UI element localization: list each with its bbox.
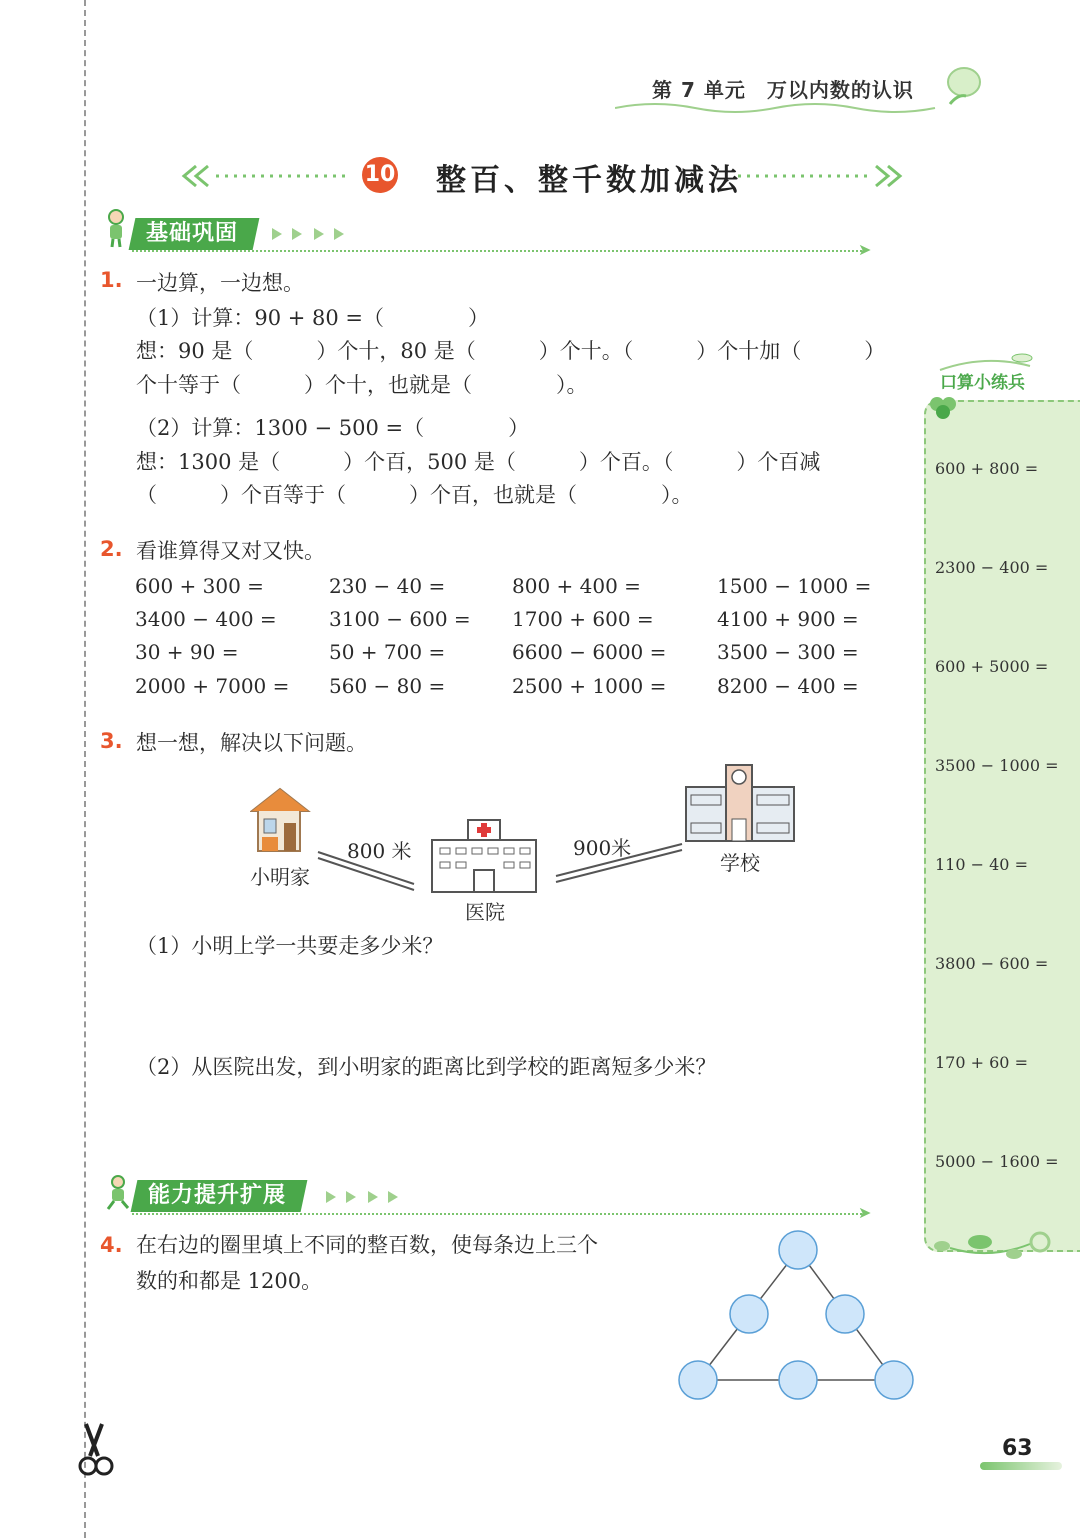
- question-number: 4.: [100, 1233, 123, 1257]
- section-title-advanced: 能力提升扩展: [131, 1180, 308, 1212]
- q1-part1-think: 想：90 是（ ）个十，80 是（ ）个十。（ ）个十加（ ）: [136, 339, 886, 363]
- sidebar-equation: 170 + 60 =: [935, 1053, 1028, 1072]
- school-icon: [684, 763, 796, 843]
- header-ornament: [615, 98, 985, 118]
- equation: 230 − 40 =: [329, 574, 446, 598]
- equation: 800 + 400 =: [512, 574, 641, 598]
- question-number: 3.: [100, 729, 123, 753]
- question-number: 2.: [100, 537, 123, 561]
- divider-arrow-icon: ➤: [858, 1203, 872, 1222]
- sidebar-title: 口算小练兵: [940, 373, 1025, 393]
- puzzle-circle-bottom-right[interactable]: [875, 1361, 913, 1399]
- section-title-basics: 基础巩固: [129, 218, 260, 250]
- equation: 6600 − 6000 =: [512, 640, 667, 664]
- q4-text-line1: 在右边的圈里填上不同的整百数，使每条边上三个: [136, 1233, 598, 1257]
- title-left-ornament: [180, 163, 350, 189]
- section-divider: [132, 1213, 862, 1215]
- scissors-icon: [72, 1420, 120, 1480]
- mascot-icon: [104, 208, 128, 248]
- q1-part2-calc: （2）计算：1300 − 500 =（ ）: [136, 416, 530, 440]
- puzzle-circle-top[interactable]: [779, 1231, 817, 1269]
- equation: 8200 − 400 =: [717, 674, 859, 698]
- divider-arrow-icon: ➤: [858, 240, 872, 259]
- q1-part1-calc: （1）计算：90 + 80 =（ ）: [136, 306, 490, 330]
- cut-line: [84, 0, 86, 1538]
- lesson-title: 整百、整千数加减法: [436, 163, 742, 198]
- unit-header: 第 7 单元 万以内数的认识: [652, 78, 914, 102]
- question-stem: 想一想，解决以下问题。: [136, 731, 367, 755]
- equation: 3100 − 600 =: [329, 607, 471, 631]
- equation: 2000 + 7000 =: [135, 674, 290, 698]
- q3-sub-question-2: （2）从医院出发，到小明家的距离比到学校的距离短多少米？: [136, 1055, 717, 1079]
- equation: 3400 − 400 =: [135, 607, 277, 631]
- puzzle-circle-left-mid[interactable]: [730, 1295, 768, 1333]
- title-right-ornament: [734, 163, 904, 189]
- question-stem: 一边算，一边想。: [136, 271, 304, 295]
- puzzle-circle-bottom-mid[interactable]: [779, 1361, 817, 1399]
- q1-part1-think-cont: 个十等于（ ）个十，也就是（ ）。: [136, 373, 588, 397]
- q1-part2-think-cont: （ ）个百等于（ ）个百，也就是（ ）。: [136, 483, 693, 507]
- oral-math-sidebar: [924, 400, 1080, 1252]
- equation: 50 + 700 =: [329, 640, 446, 664]
- page-number-bar: [980, 1462, 1062, 1470]
- distance-hospital-school: 900米: [573, 836, 632, 860]
- equation: 560 − 80 =: [329, 674, 446, 698]
- sidebar-equation: 5000 − 1600 =: [935, 1152, 1059, 1171]
- school-label: 学校: [720, 851, 760, 875]
- sidebar-equation: 3800 − 600 =: [935, 954, 1049, 973]
- hospital-icon: [428, 818, 540, 894]
- equation: 3500 − 300 =: [717, 640, 859, 664]
- equation: 1500 − 1000 =: [717, 574, 872, 598]
- home-label: 小明家: [250, 865, 310, 889]
- triangle-circle-puzzle: [672, 1226, 920, 1406]
- hospital-label: 医院: [465, 900, 505, 924]
- equation: 30 + 90 =: [135, 640, 239, 664]
- mascot-running-icon: [104, 1174, 132, 1210]
- equation: 2500 + 1000 =: [512, 674, 667, 698]
- puzzle-circle-right-mid[interactable]: [826, 1295, 864, 1333]
- house-icon: [250, 785, 312, 855]
- banner-arrows-icon: [268, 224, 352, 244]
- distance-home-hospital: 800 米: [347, 839, 412, 863]
- leaf-icon: [940, 64, 984, 112]
- puzzle-circle-bottom-left[interactable]: [679, 1361, 717, 1399]
- question-stem: 看谁算得又对又快。: [136, 539, 325, 563]
- q1-part2-think: 想：1300 是（ ）个百，500 是（ ）个百。（ ）个百减: [136, 450, 821, 474]
- equation: 4100 + 900 =: [717, 607, 859, 631]
- q3-sub-question-1: （1）小明上学一共要走多少米？: [136, 934, 444, 958]
- clover-icon: [926, 392, 960, 422]
- equation: 1700 + 600 =: [512, 607, 654, 631]
- vine-ornament-icon: [930, 1226, 1060, 1266]
- sidebar-equation: 2300 − 400 =: [935, 558, 1049, 577]
- sidebar-equation: 110 − 40 =: [935, 855, 1028, 874]
- sidebar-equation: 600 + 800 =: [935, 459, 1039, 478]
- sidebar-equation: 600 + 5000 =: [935, 657, 1049, 676]
- page-number: 63: [1002, 1436, 1033, 1461]
- sidebar-equation: 3500 − 1000 =: [935, 756, 1059, 775]
- question-number: 1.: [100, 268, 123, 292]
- equation: 600 + 300 =: [135, 574, 264, 598]
- q4-text-line2: 数的和都是 1200。: [136, 1269, 323, 1293]
- lesson-number-badge: 10: [362, 157, 398, 193]
- banner-arrows-icon: [322, 1187, 406, 1207]
- section-divider: [132, 250, 862, 252]
